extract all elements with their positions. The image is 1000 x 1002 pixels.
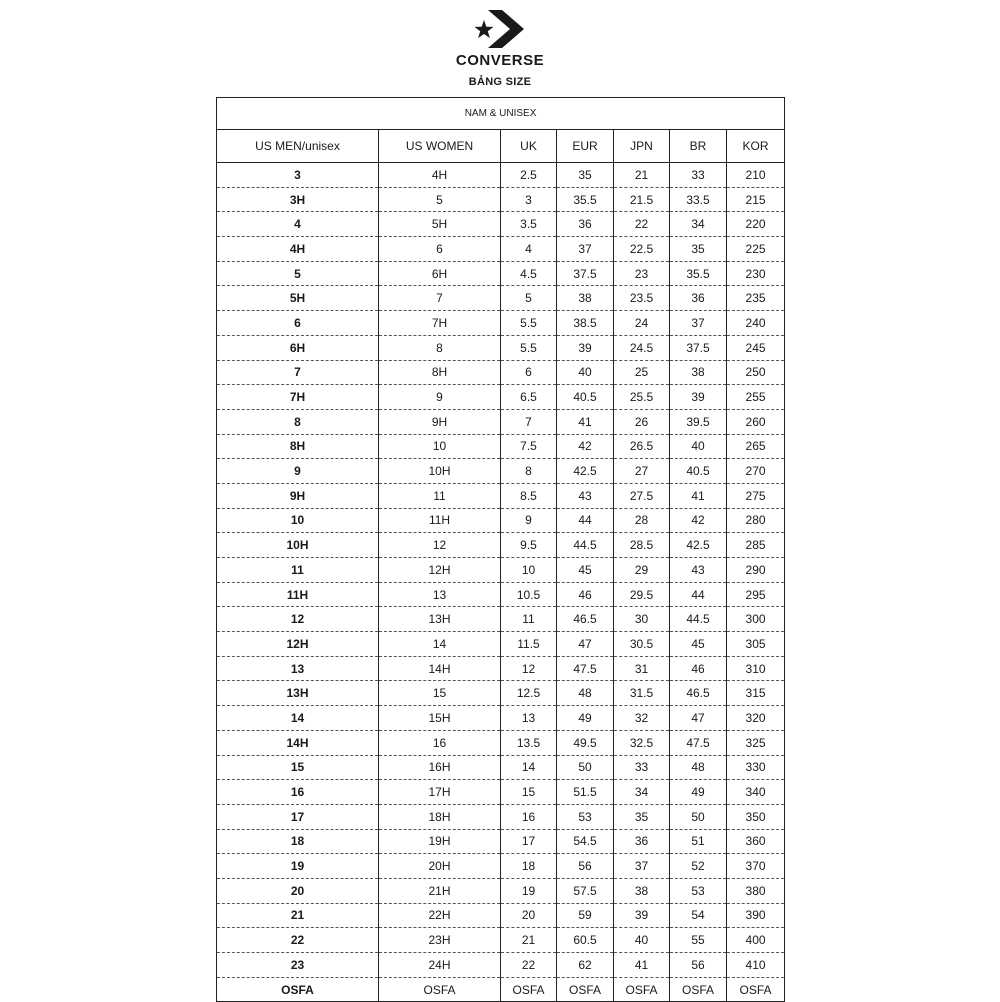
column-header: JPN (614, 130, 670, 163)
size-cell: 220 (727, 212, 785, 237)
size-cell: 6H (379, 261, 501, 286)
size-cell: 230 (727, 261, 785, 286)
size-cell: 15 (501, 780, 557, 805)
column-header: EUR (557, 130, 614, 163)
size-cell: 36 (557, 212, 614, 237)
size-cell: 51 (670, 829, 727, 854)
size-cell: 19 (501, 878, 557, 903)
size-cell: 16H (379, 755, 501, 780)
size-cell: 62 (557, 953, 614, 978)
us-men-size-cell: 3 (217, 163, 379, 188)
size-cell: 42 (670, 508, 727, 533)
size-cell: 51.5 (557, 780, 614, 805)
size-cell: 5H (379, 212, 501, 237)
size-cell: 2.5 (501, 163, 557, 188)
table-row (217, 681, 785, 706)
size-cell: 28.5 (614, 533, 670, 558)
us-men-size-cell: 9H (217, 483, 379, 508)
us-men-size-cell: 22 (217, 928, 379, 953)
table-row (217, 212, 785, 237)
size-cell: 20H (379, 854, 501, 879)
table-row (217, 335, 785, 360)
size-cell: 54 (670, 903, 727, 928)
size-cell: 29.5 (614, 582, 670, 607)
us-men-size-cell: 5H (217, 286, 379, 311)
size-cell: 275 (727, 483, 785, 508)
size-cell: 40 (614, 928, 670, 953)
size-cell: 9.5 (501, 533, 557, 558)
size-cell: 400 (727, 928, 785, 953)
size-cell: 260 (727, 409, 785, 434)
size-cell: 285 (727, 533, 785, 558)
size-cell: 13 (501, 706, 557, 731)
brand-name: CONVERSE (455, 52, 545, 69)
table-row (217, 632, 785, 657)
size-cell: 22 (614, 212, 670, 237)
us-men-size-cell: 20 (217, 878, 379, 903)
size-cell: 11.5 (501, 632, 557, 657)
us-men-size-cell: 7 (217, 360, 379, 385)
table-row (217, 804, 785, 829)
size-cell: 47.5 (557, 656, 614, 681)
size-cell: 13H (379, 607, 501, 632)
size-cell: 38 (557, 286, 614, 311)
size-cell: 47 (557, 632, 614, 657)
size-cell: 9H (379, 409, 501, 434)
size-cell: 325 (727, 730, 785, 755)
size-cell: 48 (670, 755, 727, 780)
size-cell: 7.5 (501, 434, 557, 459)
size-cell: OSFA (727, 977, 785, 1002)
size-cell: 41 (614, 953, 670, 978)
size-cell: 8H (379, 360, 501, 385)
size-cell: 47.5 (670, 730, 727, 755)
size-cell: 225 (727, 237, 785, 262)
us-men-size-cell: 10H (217, 533, 379, 558)
size-cell: 22.5 (614, 237, 670, 262)
size-cell: 49 (557, 706, 614, 731)
size-cell: 380 (727, 878, 785, 903)
size-cell: 38 (614, 878, 670, 903)
table-row (217, 360, 785, 385)
size-cell: 11H (379, 508, 501, 533)
table-group-header: NAM & UNISEX (217, 98, 785, 130)
size-cell: 55 (670, 928, 727, 953)
size-cell: 45 (670, 632, 727, 657)
us-men-size-cell: 23 (217, 953, 379, 978)
size-cell: 34 (670, 212, 727, 237)
size-cell: 15 (379, 681, 501, 706)
column-header: US MEN/unisex (217, 130, 379, 163)
size-cell: 6 (501, 360, 557, 385)
size-cell: 13.5 (501, 730, 557, 755)
table-row (217, 928, 785, 953)
size-cell: 40 (670, 434, 727, 459)
size-cell: 30.5 (614, 632, 670, 657)
size-cell: 10.5 (501, 582, 557, 607)
size-cell: 12.5 (501, 681, 557, 706)
table-row (217, 385, 785, 410)
size-cell: 37.5 (557, 261, 614, 286)
size-cell: 330 (727, 755, 785, 780)
size-cell: 8 (379, 335, 501, 360)
size-cell: 41 (557, 409, 614, 434)
size-cell: 6.5 (501, 385, 557, 410)
size-cell: 35 (557, 163, 614, 188)
size-cell: OSFA (557, 977, 614, 1002)
us-men-size-cell: 19 (217, 854, 379, 879)
size-cell: 6 (379, 237, 501, 262)
size-cell: 370 (727, 854, 785, 879)
size-cell: 235 (727, 286, 785, 311)
size-cell: 21H (379, 878, 501, 903)
size-cell: 360 (727, 829, 785, 854)
table-row (217, 780, 785, 805)
size-cell: 18 (501, 854, 557, 879)
us-men-size-cell: 17 (217, 804, 379, 829)
size-cell: 36 (670, 286, 727, 311)
size-cell: 44.5 (670, 607, 727, 632)
size-cell: 28 (614, 508, 670, 533)
table-row (217, 582, 785, 607)
table-row (217, 286, 785, 311)
size-cell: 46.5 (557, 607, 614, 632)
size-cell: 24H (379, 953, 501, 978)
us-men-size-cell: 7H (217, 385, 379, 410)
size-cell: 36 (614, 829, 670, 854)
table-row (217, 730, 785, 755)
size-cell: 57.5 (557, 878, 614, 903)
size-cell: 44.5 (557, 533, 614, 558)
size-cell: 46 (557, 582, 614, 607)
size-cell: 320 (727, 706, 785, 731)
size-cell: 34 (614, 780, 670, 805)
size-cell: 14 (501, 755, 557, 780)
size-cell: 39.5 (670, 409, 727, 434)
us-men-size-cell: 10 (217, 508, 379, 533)
size-cell: 23.5 (614, 286, 670, 311)
size-cell: 56 (557, 854, 614, 879)
size-cell: 12 (501, 656, 557, 681)
size-cell: 215 (727, 187, 785, 212)
size-cell: 52 (670, 854, 727, 879)
size-cell: 47 (670, 706, 727, 731)
table-row (217, 829, 785, 854)
size-cell: 4 (501, 237, 557, 262)
us-men-size-cell: 14H (217, 730, 379, 755)
table-row (217, 755, 785, 780)
size-cell: 22H (379, 903, 501, 928)
table-row (217, 459, 785, 484)
size-cell: 5.5 (501, 335, 557, 360)
size-cell: 270 (727, 459, 785, 484)
us-men-size-cell: 4 (217, 212, 379, 237)
size-cell: 8 (501, 459, 557, 484)
us-men-size-cell: 12 (217, 607, 379, 632)
column-header-row (217, 130, 785, 163)
table-row (217, 854, 785, 879)
table-row (217, 409, 785, 434)
size-cell: 49 (670, 780, 727, 805)
converse-star-chevron-logo-icon (474, 10, 524, 48)
size-cell: 16 (501, 804, 557, 829)
size-cell: 21 (614, 163, 670, 188)
size-cell: 22 (501, 953, 557, 978)
size-cell: 45 (557, 558, 614, 583)
us-men-size-cell: 11 (217, 558, 379, 583)
size-cell: 9 (379, 385, 501, 410)
size-cell: 59 (557, 903, 614, 928)
size-cell: 37 (670, 311, 727, 336)
size-cell: 14H (379, 656, 501, 681)
size-cell: 15H (379, 706, 501, 731)
size-cell: 35.5 (670, 261, 727, 286)
size-cell: 53 (670, 878, 727, 903)
table-row (217, 977, 785, 1002)
us-men-size-cell: 13 (217, 656, 379, 681)
us-men-size-cell: 13H (217, 681, 379, 706)
size-cell: 11 (501, 607, 557, 632)
size-cell: 43 (670, 558, 727, 583)
size-cell: 27 (614, 459, 670, 484)
size-cell: 42.5 (670, 533, 727, 558)
size-cell: 41 (670, 483, 727, 508)
size-cell: 35.5 (557, 187, 614, 212)
us-men-size-cell: 9 (217, 459, 379, 484)
size-cell: 19H (379, 829, 501, 854)
size-cell: 54.5 (557, 829, 614, 854)
size-cell: 255 (727, 385, 785, 410)
size-cell: 12H (379, 558, 501, 583)
us-men-size-cell: 6 (217, 311, 379, 336)
size-cell: OSFA (379, 977, 501, 1002)
size-cell: 4.5 (501, 261, 557, 286)
size-cell: 340 (727, 780, 785, 805)
size-cell: 53 (557, 804, 614, 829)
size-cell: 40.5 (557, 385, 614, 410)
size-cell: 39 (557, 335, 614, 360)
us-men-size-cell: 11H (217, 582, 379, 607)
size-cell: 32.5 (614, 730, 670, 755)
size-cell: 44 (670, 582, 727, 607)
size-cell: 37.5 (670, 335, 727, 360)
table-row (217, 508, 785, 533)
size-cell: 40.5 (670, 459, 727, 484)
us-men-size-cell: 6H (217, 335, 379, 360)
size-cell: 39 (670, 385, 727, 410)
size-cell: 5.5 (501, 311, 557, 336)
size-cell: 18H (379, 804, 501, 829)
size-cell: 16 (379, 730, 501, 755)
size-cell: 35 (670, 237, 727, 262)
size-cell: 40 (557, 360, 614, 385)
us-men-size-cell: 4H (217, 237, 379, 262)
us-men-size-cell: 3H (217, 187, 379, 212)
column-header: UK (501, 130, 557, 163)
size-cell: 56 (670, 953, 727, 978)
size-cell: 295 (727, 582, 785, 607)
size-cell: OSFA (670, 977, 727, 1002)
size-cell: 17 (501, 829, 557, 854)
size-cell: 44 (557, 508, 614, 533)
size-cell: 10 (379, 434, 501, 459)
size-cell: 300 (727, 607, 785, 632)
size-cell: 250 (727, 360, 785, 385)
size-cell: OSFA (501, 977, 557, 1002)
table-row (217, 483, 785, 508)
size-chart-table (216, 97, 785, 1002)
size-cell: 38 (670, 360, 727, 385)
size-cell: 33.5 (670, 187, 727, 212)
table-row (217, 656, 785, 681)
table-row (217, 311, 785, 336)
size-cell: 24 (614, 311, 670, 336)
size-cell: 50 (670, 804, 727, 829)
us-men-size-cell: 18 (217, 829, 379, 854)
table-row (217, 187, 785, 212)
us-men-size-cell: 15 (217, 755, 379, 780)
size-cell: 37 (614, 854, 670, 879)
size-cell: 24.5 (614, 335, 670, 360)
size-cell: 390 (727, 903, 785, 928)
size-cell: 265 (727, 434, 785, 459)
size-cell: 13 (379, 582, 501, 607)
size-cell: 33 (670, 163, 727, 188)
size-cell: 25 (614, 360, 670, 385)
size-cell: 46 (670, 656, 727, 681)
table-row (217, 237, 785, 262)
us-men-size-cell: OSFA (217, 977, 379, 1002)
size-cell: 49.5 (557, 730, 614, 755)
size-cell: 5 (379, 187, 501, 212)
table-row (217, 261, 785, 286)
column-header: KOR (727, 130, 785, 163)
table-row (217, 903, 785, 928)
size-cell: OSFA (614, 977, 670, 1002)
size-cell: 25.5 (614, 385, 670, 410)
size-cell: 23 (614, 261, 670, 286)
size-cell: 350 (727, 804, 785, 829)
size-cell: 9 (501, 508, 557, 533)
size-cell: 305 (727, 632, 785, 657)
size-cell: 3 (501, 187, 557, 212)
size-cell: 42 (557, 434, 614, 459)
us-men-size-cell: 12H (217, 632, 379, 657)
size-cell: 20 (501, 903, 557, 928)
size-cell: 7 (379, 286, 501, 311)
size-cell: 27.5 (614, 483, 670, 508)
size-cell: 29 (614, 558, 670, 583)
size-cell: 37 (557, 237, 614, 262)
size-cell: 12 (379, 533, 501, 558)
table-row (217, 533, 785, 558)
size-cell: 43 (557, 483, 614, 508)
us-men-size-cell: 16 (217, 780, 379, 805)
size-cell: 410 (727, 953, 785, 978)
size-rows (217, 163, 785, 1002)
size-cell: 3.5 (501, 212, 557, 237)
table-row (217, 706, 785, 731)
us-men-size-cell: 21 (217, 903, 379, 928)
size-cell: 4H (379, 163, 501, 188)
size-cell: 26 (614, 409, 670, 434)
page-title: BẢNG SIZE (468, 76, 532, 88)
table-row (217, 607, 785, 632)
size-cell: 8.5 (501, 483, 557, 508)
size-cell: 60.5 (557, 928, 614, 953)
size-cell: 50 (557, 755, 614, 780)
size-cell: 31 (614, 656, 670, 681)
size-cell: 7H (379, 311, 501, 336)
size-cell: 35 (614, 804, 670, 829)
size-cell: 210 (727, 163, 785, 188)
size-cell: 38.5 (557, 311, 614, 336)
table-row (217, 434, 785, 459)
table-row (217, 878, 785, 903)
size-cell: 42.5 (557, 459, 614, 484)
size-cell: 33 (614, 755, 670, 780)
size-cell: 10 (501, 558, 557, 583)
table-row (217, 163, 785, 188)
us-men-size-cell: 14 (217, 706, 379, 731)
table-row (217, 953, 785, 978)
size-cell: 290 (727, 558, 785, 583)
size-cell: 245 (727, 335, 785, 360)
size-cell: 23H (379, 928, 501, 953)
size-cell: 32 (614, 706, 670, 731)
column-header: BR (670, 130, 727, 163)
size-cell: 26.5 (614, 434, 670, 459)
us-men-size-cell: 5 (217, 261, 379, 286)
size-cell: 31.5 (614, 681, 670, 706)
us-men-size-cell: 8 (217, 409, 379, 434)
size-cell: 10H (379, 459, 501, 484)
size-cell: 39 (614, 903, 670, 928)
size-cell: 7 (501, 409, 557, 434)
size-cell: 315 (727, 681, 785, 706)
size-cell: 48 (557, 681, 614, 706)
size-cell: 46.5 (670, 681, 727, 706)
size-cell: 30 (614, 607, 670, 632)
us-men-size-cell: 8H (217, 434, 379, 459)
size-cell: 310 (727, 656, 785, 681)
size-cell: 21 (501, 928, 557, 953)
size-cell: 17H (379, 780, 501, 805)
size-cell: 14 (379, 632, 501, 657)
size-cell: 11 (379, 483, 501, 508)
column-header: US WOMEN (379, 130, 501, 163)
size-cell: 5 (501, 286, 557, 311)
size-cell: 240 (727, 311, 785, 336)
size-cell: 21.5 (614, 187, 670, 212)
size-cell: 280 (727, 508, 785, 533)
table-row (217, 558, 785, 583)
